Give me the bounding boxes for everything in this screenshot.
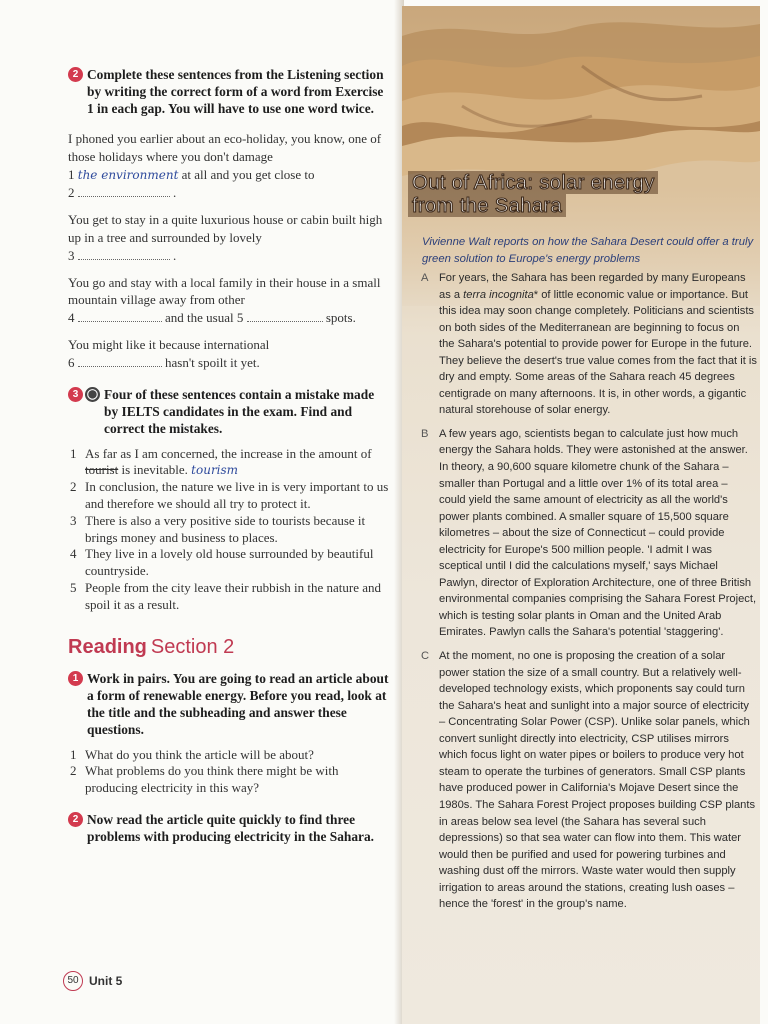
answer-gap[interactable]: [78, 248, 170, 260]
paragraph-c: [419, 648, 757, 913]
title-line-1: Out of Africa: solar energy: [408, 171, 658, 194]
answer-gap[interactable]: [78, 355, 162, 367]
exercise-number-badge: 2: [68, 812, 83, 827]
item-number: 5: [70, 579, 77, 595]
sentence-text: at all and you get close to: [181, 166, 315, 182]
list-item: [68, 513, 390, 547]
paragraph-letter: A: [421, 272, 429, 284]
questions-list: [68, 747, 390, 797]
item-text: As far as I am concerned, the increase in the amount of: [85, 445, 372, 461]
gap-number: 2: [68, 185, 75, 201]
exercise-2-heading: [68, 66, 390, 117]
item-number: 2: [70, 479, 77, 495]
struck-word: tourist: [85, 462, 119, 478]
answer-gap[interactable]: [247, 310, 323, 322]
reading-exercise-1-instructions: Work in pairs. You are going to read an article about a form of renewable energy. Before you read, look at the title and the subheading and answer these questions.: [87, 670, 389, 737]
exercise-number-badge: 3: [68, 387, 83, 402]
section-word: Reading: [68, 635, 147, 658]
list-item: [68, 763, 390, 797]
paragraph-text: For years, the Sahara has been regarded by many Europeans as a: [439, 272, 746, 301]
section-title: [68, 634, 390, 660]
item-text: They live in a lovely old house surrounded by beautiful countryside.: [85, 546, 374, 579]
exercise-2-instructions: Complete these sentences from the Listening section by writing the correct form of a word from Exercise 1 in each gap. You will have to use one word twice.: [87, 67, 384, 116]
item-text: is inevitable.: [121, 462, 188, 478]
left-column: [68, 66, 390, 845]
article-subheading: Vivienne Walt reports on how the Sahara Desert could offer a truly green solution to Europe's energy problems: [422, 236, 754, 265]
list-item: [68, 747, 390, 764]
sentence-text: I phoned you earlier about an eco-holiday, you know, one of those holidays where you don't damage: [68, 131, 382, 164]
list-item: [68, 446, 390, 480]
item-text: What do you think the article will be about?: [85, 746, 314, 762]
page-footer: [63, 971, 122, 991]
gap-number: 1: [68, 166, 75, 182]
sentence-text: and the usual 5: [165, 310, 244, 326]
handwritten-answer: the environment: [77, 167, 179, 182]
exercise-3-heading: [68, 386, 390, 437]
sentence-text: hasn't spoilt it yet.: [165, 354, 260, 370]
list-item: [68, 580, 390, 614]
paragraph-a: [419, 270, 757, 419]
item-text: There is also a very positive side to tourists because it brings money and business to places.: [85, 512, 366, 545]
gap-number: 3: [68, 247, 75, 263]
item-text: In conclusion, the nature we live in is very important to us and therefore we should all try to protect it.: [85, 479, 389, 511]
gap-number: 6: [68, 354, 75, 370]
paragraph-letter: B: [421, 427, 429, 440]
paragraph-text: At the moment, no one is proposing the creation of a solar power station the size of a small country. But a relatively well-developed technology exists, which proponents say could turn the Sahara's heat and sunlight into a major source of electricity – Concentrating Solar Power (CSP). Unlike solar panels, which convert sunlight directly into electricity, CSP utilises mirrors which focus light on water pipes or boilers to produce very hot steam to operate the turbines of generators. Small CSP plants have produced power in California's Mojave Desert since the 1980s. The Sahara Forest Project proposes building CSP plants in areas below sea level (the Sahara has several such depressions) so that sea water can flow into them. This water would then be purified and used for powering turbines and washing dust off the mirrors. Waste water would then supply irrigation to areas around the stations, creating lush oases – hence the 'forest' in the group's name.: [439, 650, 756, 911]
sentence-text: You get to stay in a quite luxurious house or cabin built high up in a tree and surrounded by lovely: [68, 212, 383, 245]
item-text: What problems do you think there might be with producing electricity in this way?: [85, 763, 339, 796]
sentence-text: You might like it because international: [68, 336, 270, 352]
page-number: 50: [63, 971, 83, 991]
list-item: [68, 546, 390, 580]
item-number: 1: [70, 445, 77, 461]
article-title: [408, 171, 738, 217]
item-number: 3: [70, 512, 77, 528]
gap-number: 4: [68, 310, 75, 326]
exercise-number-badge: 2: [68, 67, 83, 82]
paragraph-text: A few years ago, scientists began to calculate just how much energy the Sahara holds. They were astonished at the answer. In theory, a 90,600 square kilometre chunk of the Sahara – smaller than Portugal and a little over 1% of its total area – could yield the same amount of electricity as all the world's power plants combined. A smaller square of 15,500 square kilometres – about the size of Connecticut – could provide electricity for Europe's 500 million people. 'I admit I was sceptical until I did the calculations myself,' says Michael Pawlyn, director of Exploration Architecture, one of three British environmental companies comprising the Sahara Forest Project, which is testing solar plants in Oman and the United Arab Emirates. Pawlyn calls the Sahara's potential 'staggering'.: [439, 427, 757, 639]
reading-exercise-2-heading: [68, 811, 390, 845]
unit-label: Unit 5: [89, 974, 123, 988]
item-text: People from the city leave their rubbish in the nature and spoil it as a result.: [85, 579, 382, 612]
sentence-text: You go and stay with a local family in their house in a small mountain village away from other: [68, 274, 381, 308]
article-panel: [402, 6, 760, 1024]
gap-sentence-2: You get to stay in a quite luxurious house or cabin built high up in a tree and surrounded by lovely 3 .: [68, 212, 383, 263]
paragraph-text: * of little economic value or importance. But this idea may soon change completely. Politicians and scientists on both sides of the Mediterranean are beginning to focus on the Sahara's potential to provide power for Europe in the future. They believe the desert's true value comes from the fact that it is dry and empty. Some areas of the Sahara reach 45 degrees centigrade on many afternoons. It is, in other words, a gigantic natural storehouse of solar energy.: [439, 288, 757, 417]
title-line-2: from the Sahara: [408, 194, 566, 217]
reading-exercise-1-heading: [68, 670, 390, 738]
item-number: 1: [70, 746, 77, 762]
exercise-3-instructions: Four of these sentences contain a mistake made by IELTS candidates in the exam. Find and correct the mistakes.: [104, 386, 375, 436]
reading-exercise-2-instructions: Now read the article quite quickly to find three problems with producing electricity in the Sahara.: [87, 811, 375, 844]
paragraph-b: [419, 426, 757, 641]
italic-term: terra incognita: [463, 288, 534, 301]
handwritten-correction: tourism: [191, 463, 239, 478]
answer-gap[interactable]: [78, 310, 162, 322]
exercise-number-badge: 1: [68, 671, 83, 686]
list-item: [68, 479, 390, 513]
exam-tip-icon: ◯: [86, 388, 99, 400]
item-number: 4: [70, 546, 77, 562]
gap-sentence-4: [68, 336, 390, 372]
sentence-text: spots.: [325, 310, 356, 326]
item-number: 2: [70, 763, 77, 779]
gap-sentence-3: [68, 274, 390, 327]
paragraph-letter: C: [421, 650, 430, 663]
section-number: Section 2: [150, 635, 235, 658]
gap-sentence-1: I phoned you earlier about an eco-holiday, you know, one of those holidays where you don't damage 1 the environment at all and you get close to 2 .: [68, 131, 382, 201]
article-body: [419, 270, 757, 920]
mistakes-list: [68, 446, 390, 614]
answer-gap[interactable]: [78, 185, 170, 197]
